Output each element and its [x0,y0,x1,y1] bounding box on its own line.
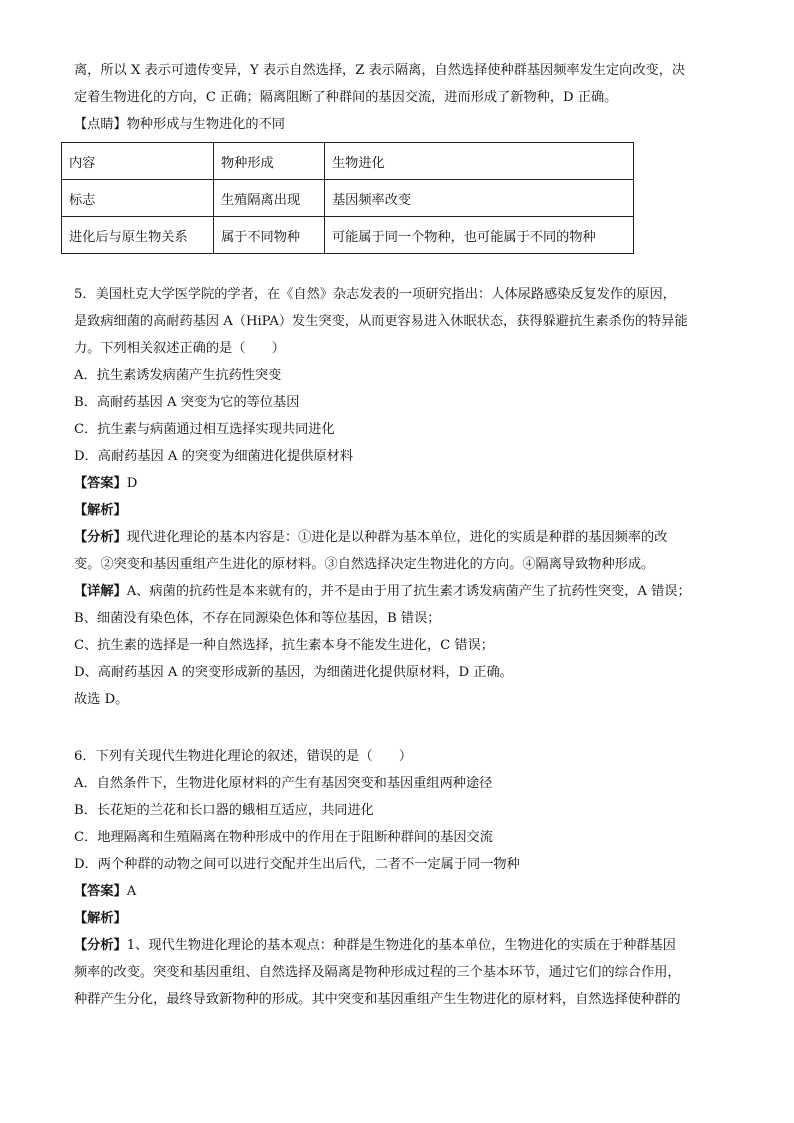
table-row [62,217,634,254]
table-cell: 生殖隔离出现 [214,180,325,217]
table-cell: 进化后与原生物关系 [62,217,214,254]
q5-option-a: A．抗生素诱发病菌产生抗药性突变 [74,368,282,383]
q6-option-b: B．长花矩的兰花和长口器的蛾相互适应，共同进化 [74,803,374,818]
table-header-cell: 生物进化 [325,143,634,180]
q5-xiangjie-line-3: C、抗生素的选择是一种自然选择，抗生素本身不能发生进化，C 错误； [74,638,494,653]
q5-option-c: C．抗生素与病菌通过相互选择实现共同进化 [74,422,335,437]
q5-answer-value: D [126,476,138,491]
q5-option-d: D．高耐药基因 A 的突变为细菌进化提供原材料 [74,449,354,464]
table-header-row [62,143,634,180]
comparison-table [61,142,634,254]
q5-stem-line-3: 力。下列相关叙述正确的是（ ） [74,341,285,356]
q5-fenxi-line-2: 变。②突变和基因重组产生进化的原材料。③自然选择决定生物进化的方向。④隔离导致物种形成。 [74,557,655,572]
q6-option-a: A．自然条件下，生物进化原材料的产生有基因突变和基因重组两种途径 [74,776,493,791]
q6-fenxi-line-2: 频率的改变。突变和基因重组、自然选择及隔离是物种形成过程的三个基本环节，通过它们的综合作用， [74,965,681,980]
q6-fenxi-line-1 [74,937,676,955]
q6-fenxi-label: 【分析】 [74,938,127,953]
q6-answer [74,883,136,901]
q6-answer-value: A [126,884,137,899]
q6-fenxi-text: 1、现代生物进化理论的基本观点：种群是生物进化的基本单位，生物进化的实质在于种群基因 [126,938,676,953]
q5-fenxi-label: 【分析】 [74,530,127,545]
q6-option-d: D．两个种群的动物之间可以进行交配并生出后代，二者不一定属于同一物种 [74,857,520,872]
q5-fenxi-text: 现代进化理论的基本内容是：①进化是以种群为基本单位，进化的实质是种群的基因频率的改 [126,530,668,545]
tip-label: 【点睛】 [74,117,127,132]
q5-conclusion: 故选 D。 [74,692,129,707]
table-header-cell: 内容 [62,143,214,180]
q5-xiangjie-line-1 [74,583,691,601]
tip-text: 物种形成与生物进化的不同 [126,117,285,132]
q5-xiangjie-line-4: D、高耐药基因 A 的突变形成新的基因，为细菌进化提供原材料，D 正确。 [74,665,513,680]
q5-xiangjie-line-2: B、细菌没有染色体，不存在同源染色体和等位基因，B 错误； [74,611,441,626]
table-header-cell: 物种形成 [214,143,325,180]
q5-answer-label: 【答案】 [74,476,127,491]
q6-option-c: C．地理隔离和生殖隔离在物种形成中的作用在于阻断种群间的基因交流 [74,830,493,845]
q5-analysis-label: 【解析】 [74,503,127,518]
q6-answer-label: 【答案】 [74,884,127,899]
q5-xiangjie-label: 【详解】 [74,584,127,599]
table-cell: 可能属于同一个物种，也可能属于不同的物种 [325,217,634,254]
q5-option-b: B．高耐药基因 A 突变为它的等位基因 [74,395,300,410]
intro-line-2: 定着生物进化的方向，C 正确；隔离阻断了种群间的基因交流，进而形成了新物种，D 正确。 [74,90,618,105]
q6-fenxi-line-3: 种群产生分化，最终导致新物种的形成。其中突变和基因重组产生生物进化的原材料，自然选择使种群的 [74,992,681,1007]
table-cell: 基因频率改变 [325,180,634,217]
tip-heading [74,116,285,134]
intro-line-1: 离，所以 X 表示可遗传变异，Y 表示自然选择，Z 表示隔离，自然选择使种群基因频率发生定向改变，决 [74,63,686,78]
q5-fenxi-line-1 [74,529,667,547]
q5-answer [74,475,137,493]
q5-stem-line-2: 是致病细菌的高耐药基因 A（HiPA）发生突变，从而更容易进入休眠状态，获得躲避抗生素杀伤的特异能 [74,314,688,329]
table-row [62,180,634,217]
table-cell: 标志 [62,180,214,217]
q6-stem: 6．下列有关现代生物进化理论的叙述，错误的是（ ） [74,749,413,764]
q6-analysis-label: 【解析】 [74,911,127,926]
table-cell: 属于不同物种 [214,217,325,254]
q5-xiangjie-text: A、病菌的抗药性是本来就有的，并不是由于用了抗生素才诱发病菌产生了抗药性突变，A 错误； [126,584,691,599]
q5-stem-line-1: 5．美国杜克大学医学院的学者，在《自然》杂志发表的一项研究指出：人体尿路感染反复发作的原因， [74,287,676,302]
